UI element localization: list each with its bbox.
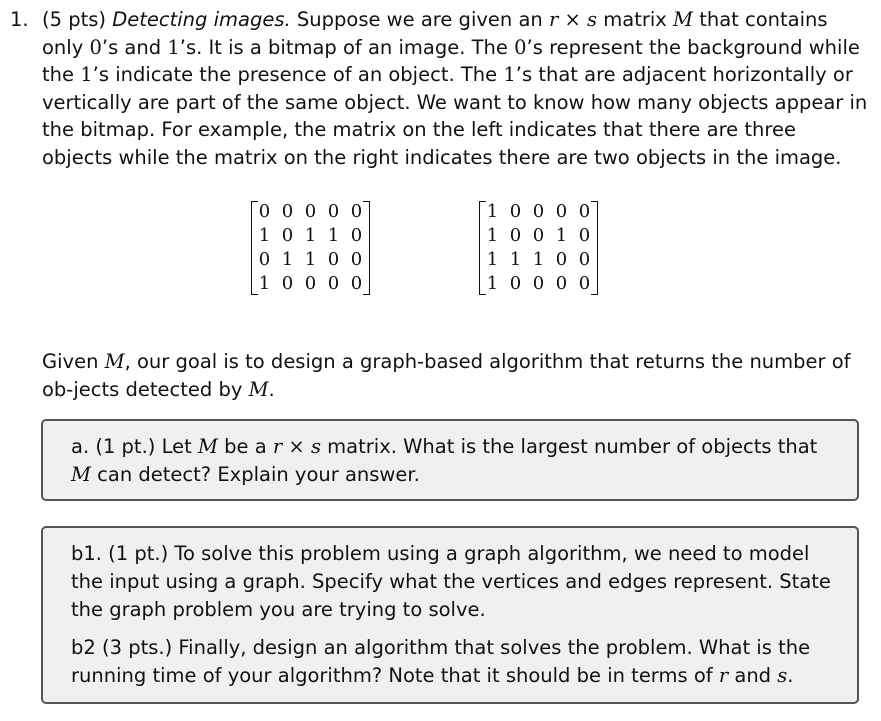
matrix-right-row <box>481 248 596 272</box>
matrix-left-cell: 1 <box>258 225 271 246</box>
part-a-text-1: a. (1 pt.) Let <box>71 435 192 458</box>
part-b1-text: b1. (1 pt.) To solve this problem using a graph algorithm, we need to model the input using a graph. Specify what the vertices and edges represent. State the graph problem you are trying to solve. <box>71 542 831 621</box>
problem-statement <box>10 6 870 171</box>
digit-zero: 0 <box>514 35 527 59</box>
matrix-left-row <box>253 200 368 224</box>
var-r: r <box>718 664 729 687</box>
matrix-left-row <box>253 248 368 272</box>
matrix-left-cell: 0 <box>304 201 317 222</box>
matrix-left-cell: 0 <box>281 273 294 294</box>
matrix-right-cell: 0 <box>509 201 522 222</box>
matrix-left-cell: 0 <box>281 225 294 246</box>
digit-one: 1 <box>503 63 516 86</box>
matrix-right-cell: 0 <box>578 225 591 246</box>
problem-points: (5 pts) <box>42 8 107 31</box>
var-m: M <box>197 435 218 458</box>
var-m: M <box>248 378 269 401</box>
matrix-left-cell: 0 <box>350 273 363 294</box>
times-symbol: × <box>288 435 305 458</box>
var-r: r <box>548 8 559 31</box>
matrix-right-cell: 0 <box>555 249 568 270</box>
part-a-box <box>41 419 859 501</box>
matrix-right-cell: 1 <box>486 201 499 222</box>
goal-text-1: Given <box>42 350 99 373</box>
problem-text-6: ’s represent the background while the <box>42 35 860 86</box>
matrix-right-cell: 1 <box>486 225 499 246</box>
bracket-right <box>363 201 370 295</box>
matrix-left-cell: 1 <box>304 225 317 246</box>
matrix-left-cell: 0 <box>281 201 294 222</box>
matrix-left-cell: 0 <box>304 273 317 294</box>
problem-text-3: that contains only <box>42 8 828 59</box>
matrix-right-cell: 0 <box>532 273 545 294</box>
part-b2-text-2: and <box>734 664 772 687</box>
matrix-right <box>481 200 596 296</box>
matrix-left-row <box>253 272 368 296</box>
matrix-right-row <box>481 272 596 296</box>
bracket-right <box>591 201 598 295</box>
problem-text-5: ’s. It is a bitmap of an image. The <box>179 35 508 59</box>
matrix-right-cell: 0 <box>578 249 591 270</box>
goal-text-2: , our goal is to design a graph-based algorithm that returns the number of ob-jects detected by <box>42 350 851 401</box>
times-symbol: × <box>564 8 581 31</box>
matrix-left <box>253 200 368 296</box>
problem-text-2: matrix <box>603 8 667 31</box>
matrix-right-cell: 0 <box>532 225 545 246</box>
problem-title: Detecting images. <box>112 8 291 31</box>
matrix-right-row <box>481 224 596 248</box>
matrix-right-cell: 1 <box>509 249 522 270</box>
matrix-right-cell: 0 <box>555 201 568 222</box>
problem-text-7: ’s indicate the presence of an object. The <box>92 63 498 86</box>
matrix-left-cell: 0 <box>350 201 363 222</box>
digit-one: 1 <box>80 63 93 86</box>
goal-text-3: . <box>268 378 275 401</box>
matrix-left-cell: 0 <box>350 225 363 246</box>
goal-statement <box>42 348 862 404</box>
matrix-right-cell: 0 <box>555 273 568 294</box>
matrix-right-row <box>481 200 596 224</box>
matrix-right-cell: 1 <box>486 273 499 294</box>
matrix-right-cell: 0 <box>578 273 591 294</box>
problem-number: 1. <box>10 8 29 31</box>
matrix-left-cell: 1 <box>304 249 317 270</box>
matrix-left-cell: 1 <box>258 273 271 294</box>
matrix-left-cell: 1 <box>281 249 294 270</box>
part-b2-text <box>71 634 835 690</box>
problem-text <box>42 6 870 171</box>
matrix-right-grid <box>481 200 596 296</box>
matrix-right-cell: 0 <box>532 201 545 222</box>
var-s: s <box>777 664 788 687</box>
matrix-left-cell: 0 <box>258 249 271 270</box>
var-s: s <box>587 8 598 31</box>
matrix-left-cell: 0 <box>327 249 340 270</box>
matrix-left-grid <box>253 200 368 296</box>
part-b2-text-1: b2 (3 pts.) Finally, design an algorithm that solves the problem. What is the running time of your algorithm? Note that it should be in terms of <box>71 636 811 687</box>
matrix-left-cell: 0 <box>350 249 363 270</box>
matrix-right-cell: 0 <box>578 201 591 222</box>
matrix-left-cell: 0 <box>327 201 340 222</box>
matrix-left-cell: 0 <box>258 201 271 222</box>
problem-text-8: ’s that are adjacent horizontally or vertically are part of the same object. We want to know how many objects appear in the bitmap. For example, the matrix on the left indicates that there are three objects while the matrix on the right indicates there are two objects in the image. <box>42 63 868 169</box>
example-matrices <box>0 200 881 320</box>
part-a-text-4: can detect? Explain your answer. <box>97 463 420 486</box>
matrix-left-row <box>253 224 368 248</box>
matrix-left-cell: 1 <box>327 225 340 246</box>
matrix-right-cell: 0 <box>509 225 522 246</box>
matrix-right-cell: 1 <box>555 225 568 246</box>
var-m: M <box>71 463 91 486</box>
var-m: M <box>673 8 694 31</box>
digit-zero: 0 <box>89 35 102 59</box>
digit-one: 1 <box>167 35 180 59</box>
problem-text-4: ’s and <box>101 35 162 59</box>
matrix-right-cell: 0 <box>509 273 522 294</box>
part-a-text-3: matrix. What is the largest number of objects that <box>327 435 818 458</box>
matrix-right-cell: 1 <box>486 249 499 270</box>
part-a-text-2: be a <box>224 435 267 458</box>
var-m: M <box>104 350 125 373</box>
matrix-right-cell: 1 <box>532 249 545 270</box>
matrix-left-cell: 0 <box>327 273 340 294</box>
part-b2-text-3: . <box>787 664 794 687</box>
var-s: s <box>310 435 321 458</box>
var-r: r <box>272 435 283 458</box>
problem-text-1: Suppose we are given an <box>296 8 543 31</box>
part-b-box <box>41 526 859 704</box>
